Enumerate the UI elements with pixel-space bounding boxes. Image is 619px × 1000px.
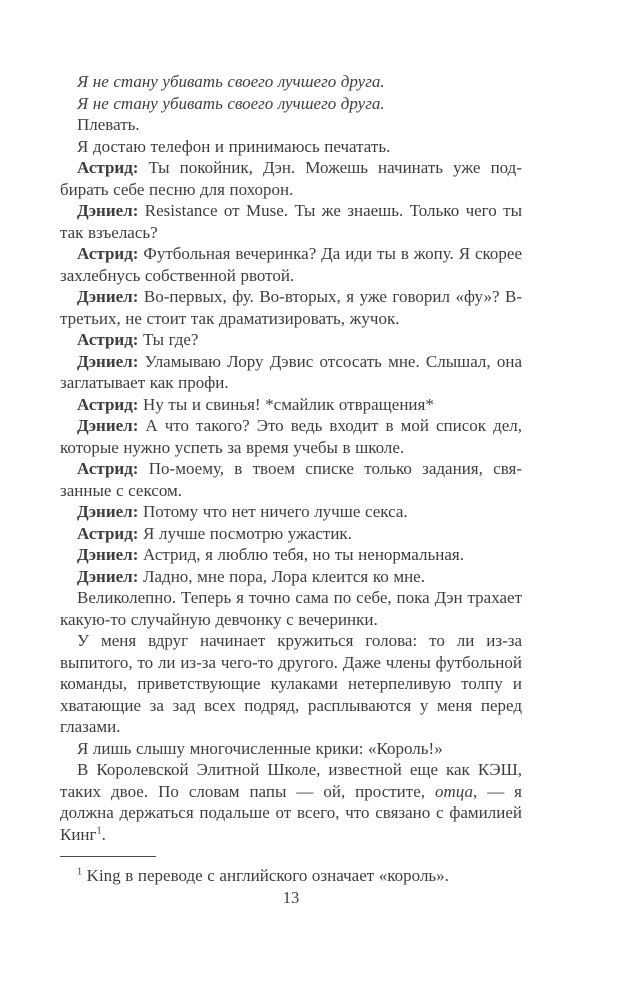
speaker-name: Дэниел:: [77, 287, 139, 306]
paragraph: [60, 759, 522, 845]
dialogue-paragraph: [60, 200, 522, 243]
paragraph: [60, 114, 522, 136]
speaker-name: Дэниел:: [77, 201, 139, 220]
speaker-name: Дэниел:: [77, 566, 139, 586]
footnote-divider: [60, 856, 156, 857]
text-segment: , — я должна держаться подальше от всего, что связано с фамилией Кинг: [60, 781, 523, 844]
text-segment: У меня вдруг начинает кружиться голова: то ли из-за выпитого, то ли из-за чего-то другого. Даже члены футбольной команды, приветствующие кулаками нетерпеливую толпу и хватающие за зад всех подряд, расплываются у меня перед глазами.: [60, 631, 522, 736]
speaker-name: Астрид:: [77, 158, 139, 177]
text-segment: .: [101, 824, 106, 844]
speaker-name: Астрид:: [77, 459, 139, 478]
text-segment: Я достаю телефон и принимаюсь печатать.: [77, 136, 391, 156]
speaker-name: Астрид:: [77, 244, 139, 263]
text-segment: Resistance от Muse. Ты же знаешь. Только чего ты так взъелась?: [60, 201, 522, 242]
text-segment: Потому что нет ничего лучше секса.: [138, 502, 408, 521]
paragraph: [60, 587, 522, 630]
paragraph: [60, 71, 522, 93]
text-segment: Ладно, мне пора, Лора клеится ко мне.: [138, 566, 425, 586]
paragraph: [60, 136, 522, 158]
dialogue-paragraph: [60, 394, 522, 416]
text-segment: Великолепно. Теперь я точно сама по себе, пока Дэн трахает какую-то случайную девчонку с вечеринки.: [60, 588, 522, 629]
speaker-name: Дэниел:: [77, 416, 139, 435]
page-number: 13: [282, 888, 300, 907]
italic-text: Я не стану убивать своего лучшего друга.: [77, 93, 385, 113]
text-segment: Ты покойник, Дэн. Можешь начинать уже подбирать себе песню для похорон.: [60, 158, 522, 199]
text-segment: А что такого? Это ведь входит в мой список дел, которые нужно успеть за время учебы в школе.: [60, 416, 522, 457]
page-text: [60, 71, 522, 887]
dialogue-paragraph: [60, 351, 522, 394]
speaker-name: Дэниел:: [77, 351, 139, 371]
dialogue-paragraph: [60, 523, 522, 545]
paragraph: [60, 630, 522, 738]
dialogue-paragraph: [60, 544, 522, 566]
dialogue-paragraph: [60, 243, 522, 286]
text-segment: Я лучше посмотрю ужастик.: [138, 523, 352, 543]
speaker-name: Астрид:: [77, 394, 139, 414]
italic-text: отца: [434, 781, 473, 801]
text-segment: Плевать.: [77, 115, 140, 134]
text-segment: Астрид, я люблю тебя, но ты ненормальная.: [138, 545, 464, 564]
dialogue-paragraph: [60, 501, 522, 523]
footnote: [60, 865, 522, 887]
text-segment: Футбольная вечеринка? Да иди ты в жопу. Я скорее захлебнусь собственной рвотой.: [60, 244, 522, 285]
footnote-marker: 1: [77, 866, 83, 878]
italic-text: Я не стану убивать своего лучшего друга.: [77, 72, 385, 91]
dialogue-paragraph: [60, 415, 522, 458]
text-segment: Ты где?: [138, 330, 199, 349]
speaker-name: Дэниел:: [77, 545, 139, 564]
speaker-name: Астрид:: [77, 330, 139, 349]
dialogue-paragraph: [60, 286, 522, 329]
text-segment: В Королевской Элитной Школе, известной еще как КЭШ, таких двое. По словам папы — ой, простите,: [60, 760, 522, 801]
paragraph: [60, 93, 522, 115]
speaker-name: Дэниел:: [77, 502, 139, 521]
footnote-text: King в переводе с английского означает «король».: [82, 866, 449, 885]
footnote-ref: 1: [96, 824, 102, 836]
dialogue-paragraph: [60, 458, 522, 501]
dialogue-paragraph: [60, 329, 522, 351]
text-segment: Уламываю Лору Дэвис отсосать мне. Слышал, она заглатывает как профи.: [60, 351, 522, 392]
text-segment: Во-первых, фу. Во-вторых, я уже говорил «фу»? В-третьих, не стоит так драматизировать, жучок.: [60, 287, 522, 328]
text-segment: Я лишь слышу многочисленные крики: «Король!»: [77, 738, 443, 758]
speaker-name: Астрид:: [77, 523, 139, 543]
text-segment: Ну ты и свинья! *смайлик отвращения*: [138, 394, 434, 414]
text-segment: По-моему, в твоем списке только задания, связанные с сексом.: [60, 459, 522, 500]
dialogue-paragraph: [60, 157, 522, 200]
dialogue-paragraph: [60, 566, 522, 588]
paragraph: [60, 738, 522, 760]
